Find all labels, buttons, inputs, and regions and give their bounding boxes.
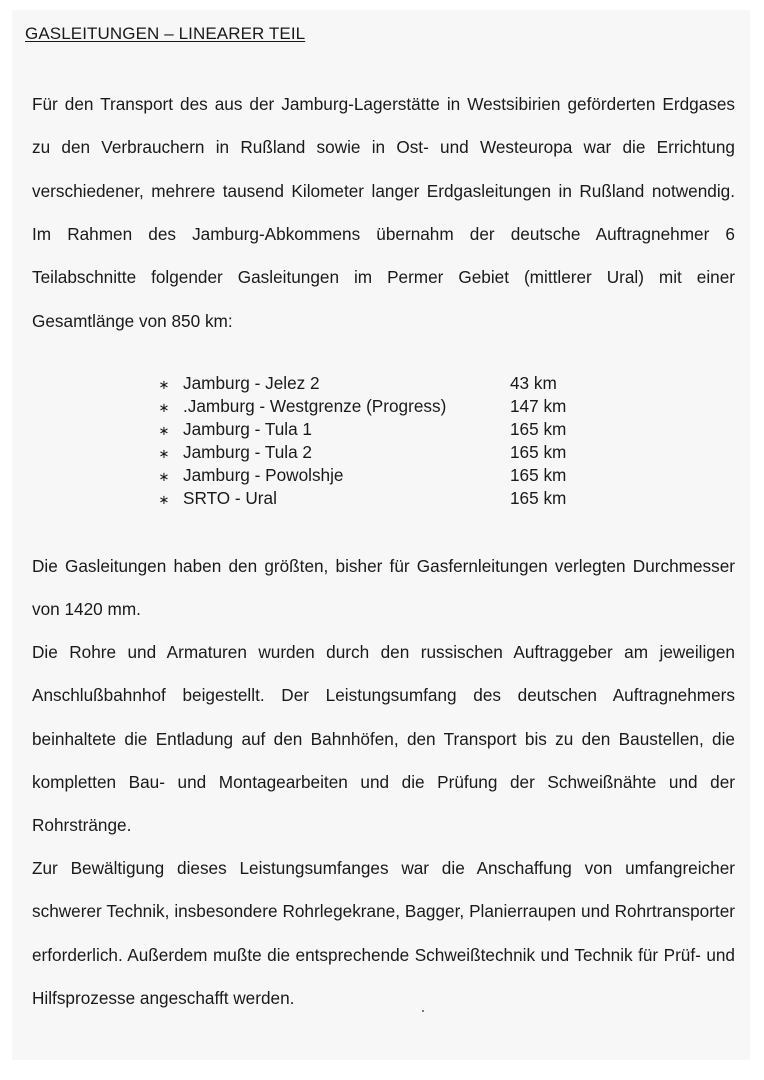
paragraph-intro: Für den Transport des aus der Jamburg-Lagerstätte in Westsibirien geförderten Erdgases zu den Verbrauchern in Rußland sowie in Ost- und Westeuropa war die Errichtung verschiedener, mehrere tausend Kilometer langer Erdgasleitungen in Rußland notwendig. Im Rahmen des Jamburg-Abkommens übernahm der deutsche Auftragnehmer 6 Teilabschnitte folgender Gasleitungen im Permer Gebiet (mittlerer Ural) mit einer Gesamtlänge von 850 km: [32, 94, 735, 331]
pipeline-length: 165 km [510, 442, 567, 462]
pipeline-route: Jamburg - Tula 1 [183, 419, 312, 439]
pipeline-route: Jamburg - Powolshje [183, 465, 344, 485]
pipeline-length: 165 km [510, 488, 567, 508]
section-heading: GASLEITUNGEN – LINEARER TEIL [25, 24, 306, 43]
pipeline-length: 43 km [510, 373, 557, 393]
paragraph-scope: Die Rohre und Armaturen wurden durch den russischen Auftraggeber am jeweiligen Anschlußbahnhof beigestellt. Der Leistungsumfang des deutschen Auftragnehmers beinhaltete die Entladung auf den Bahnhöfen, den Transport bis zu den Baustellen, die kompletten Bau- und Montagearbeiten und die Prüfung der Schweißnähte und der Rohrstränge. [32, 642, 735, 836]
pipeline-length: 165 km [510, 419, 567, 439]
pipeline-route: Jamburg - Tula 2 [183, 442, 312, 462]
paragraph-equipment: Zur Bewältigung dieses Leistungsumfanges war die Anschaffung von umfangreicher schwerer Technik, insbesondere Rohrlegekrane, Bagger, Planierraupen und Rohrtransporter erforderlich. Außerdem mußte die entsprechende Schweißtechnik und Technik für Prüf- und Hilfsprozesse angeschafft werden. [32, 858, 735, 1009]
asterisk-bullet-icon: ∗ [158, 377, 170, 392]
scan-speck [422, 1010, 424, 1012]
asterisk-bullet-icon: ∗ [158, 446, 170, 461]
pipeline-route: .Jamburg - Westgrenze (Progress) [183, 396, 447, 416]
pipeline-route: Jamburg - Jelez 2 [183, 373, 320, 393]
pipeline-length: 147 km [510, 396, 567, 416]
pipeline-length: 165 km [510, 465, 567, 485]
paragraph-diameter: Die Gasleitungen haben den größten, bisher für Gasfernleitungen verlegten Durchmesser von 1420 mm. [32, 556, 735, 620]
asterisk-bullet-icon: ∗ [158, 423, 170, 438]
pipeline-route: SRTO - Ural [183, 488, 277, 508]
asterisk-bullet-icon: ∗ [158, 492, 170, 507]
document-page [12, 10, 750, 1060]
asterisk-bullet-icon: ∗ [158, 469, 170, 484]
asterisk-bullet-icon: ∗ [158, 400, 170, 415]
